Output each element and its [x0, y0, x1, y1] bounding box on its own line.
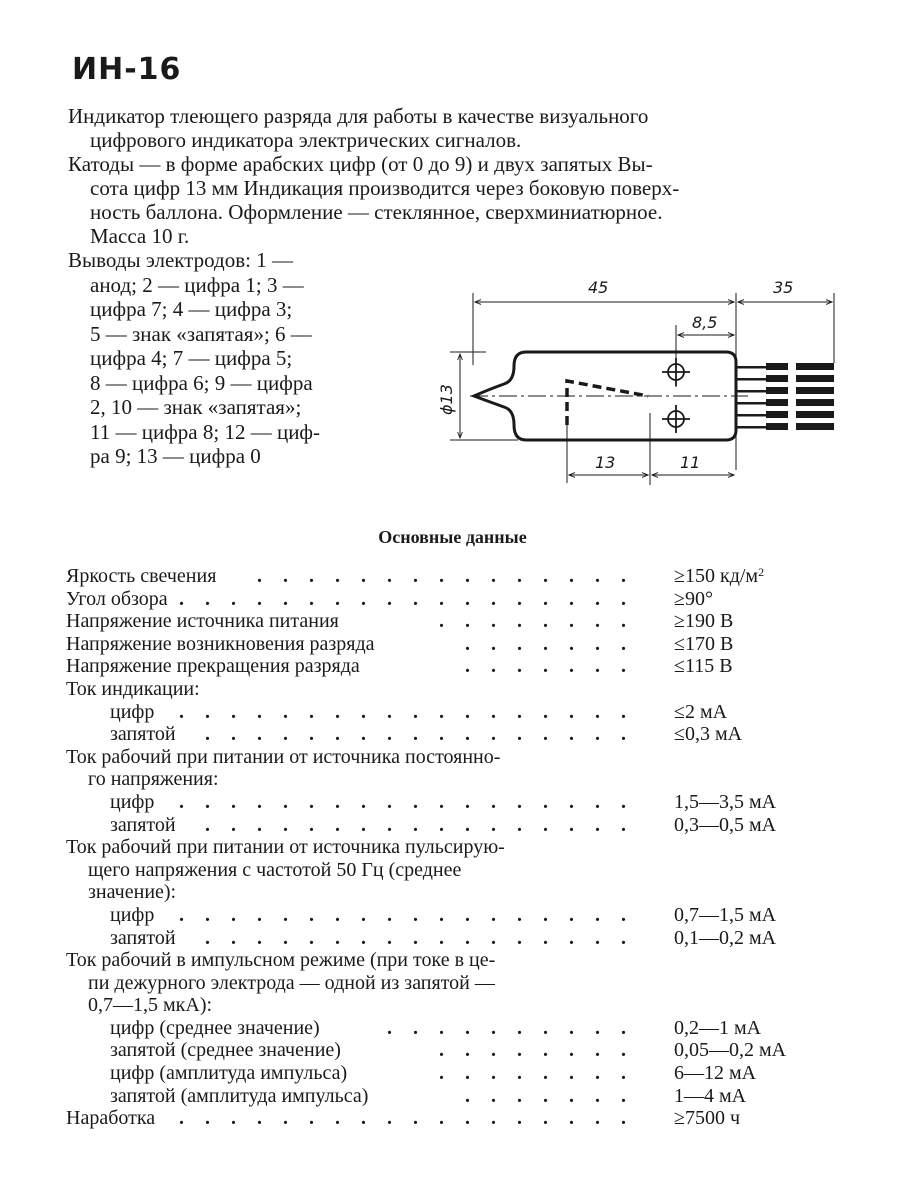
spec-value [674, 565, 764, 588]
text-line: Масса 10 г. [90, 224, 190, 248]
spec-row [66, 746, 866, 769]
spec-label: Напряжение прекращения разряда [66, 655, 360, 678]
text-line: анод; 2 — цифра 1; 3 — [90, 272, 304, 297]
spec-value [674, 791, 776, 814]
spec-row [66, 791, 866, 814]
leader-dots: . . . . . . . . . . . . . . . . . . [179, 587, 634, 610]
spec-row [66, 768, 866, 791]
dimension-base-label: 11 [680, 453, 701, 472]
spec-row [66, 633, 866, 656]
leader-dots: . . . . . . . . . . . . . . . . . [205, 723, 634, 746]
text-line: 8 — цифра 6; 9 — цифра [90, 370, 313, 395]
spec-row [66, 588, 866, 611]
spec-row [66, 904, 866, 927]
leader-dots: . . . . . . . . . . . . . . . [257, 565, 634, 587]
leader-dots: . . . . . . . . . . . . . . . . . . [179, 700, 634, 723]
leader-dots: . . . . . . . . . . . . . . . . . . [179, 790, 634, 813]
spec-label: запятой (среднее значение) [110, 1039, 341, 1062]
leader-dots: . . . . . . . . . . [387, 1016, 634, 1039]
spec-value-text: ≥7500 ч [674, 1107, 741, 1130]
text-line: Выводы электродов: 1 — [68, 248, 293, 272]
spec-value-text: 0,2—1 мА [674, 1016, 762, 1039]
text-line: цифра 7; 4 — цифра 3; [90, 297, 293, 321]
spec-label: Ток рабочий при питании от источника постоянно- [66, 745, 501, 768]
section-title: Основные данные [378, 527, 527, 547]
leader-dots: . . . . . . . . . . . . . . . . . . [179, 903, 634, 926]
spec-row [66, 565, 866, 588]
spec-value-text: 0,05—0,2 мА [674, 1039, 787, 1062]
pinout-description [68, 248, 398, 469]
spec-row [66, 678, 866, 701]
spec-value [674, 1062, 756, 1085]
text-line: 5 — знак «запятая»; 6 — [90, 321, 312, 346]
leader-dots: . . . . . . . . . . . . . . . . . [205, 926, 634, 949]
spec-label: цифр [110, 903, 155, 926]
spec-value-text: 1,5—3,5 мА [674, 790, 777, 813]
text-line: ность баллона. Оформление — стеклянное, сверхминиатюрное. [90, 200, 663, 224]
dimension-offset-label: 8,5 [692, 313, 718, 332]
spec-row [66, 949, 866, 972]
spec-value-text: ≥150 кд/м [674, 565, 759, 587]
unit-superscript: 2 [758, 565, 765, 579]
spec-label: Напряжение возникновения разряда [66, 632, 375, 655]
spec-row [66, 836, 866, 859]
spec-row [66, 701, 866, 724]
spec-label: цифр [110, 700, 155, 723]
spec-value-text: 0,7—1,5 мА [674, 903, 777, 926]
spec-value [674, 723, 742, 746]
spec-label: Яркость свечения [66, 565, 217, 587]
spec-value [674, 655, 733, 678]
spec-label: Ток рабочий при питании от источника пульсирую- [66, 836, 505, 859]
spec-label: запятой [110, 813, 176, 836]
spec-value [674, 633, 733, 656]
text-line: 11 — цифра 8; 12 — циф- [90, 419, 321, 444]
spec-label: запятой [110, 723, 176, 746]
spec-label: 0,7—1,5 мкА): [88, 994, 213, 1017]
spec-row [66, 994, 866, 1017]
spec-value-text: ≤170 В [674, 632, 734, 655]
text-line: цифрового индикатора электрических сигналов. [90, 128, 522, 152]
spec-label: щего напряжения с частотой 50 Гц (среднее [88, 858, 462, 881]
leader-dots: . . . . . . . [465, 632, 634, 655]
dimension-digit-label: 13 [595, 453, 616, 472]
spec-row [66, 859, 866, 882]
description-paragraph-purpose [68, 104, 848, 152]
spec-row [66, 972, 866, 995]
dimension-diameter-label: ϕ13 [437, 384, 456, 415]
spec-value-text: 1—4 мА [674, 1084, 747, 1107]
spec-value-text: ≤0,3 мА [674, 723, 743, 746]
spec-value [674, 814, 776, 837]
spec-value-text: ≥90° [674, 587, 713, 610]
spec-label: запятой (амплитуда импульса) [110, 1084, 369, 1107]
spec-row [66, 1017, 866, 1040]
spec-value-text: ≥190 В [674, 610, 734, 633]
spec-row [66, 814, 866, 837]
spec-value-text: 0,3—0,5 мА [674, 813, 777, 836]
leader-dots: . . . . . . . . [439, 610, 634, 633]
text-line: 2, 10 — знак «запятая»; [90, 395, 302, 419]
spec-row [66, 723, 866, 746]
text-line: Катоды — в форме арабских цифр (от 0 до 9) и двух запятых Вы- [68, 152, 653, 176]
spec-value-text: 0,1—0,2 мА [674, 926, 777, 949]
spec-label: значение): [88, 881, 177, 904]
leader-dots: . . . . . . . [465, 655, 634, 678]
spec-label: цифр (амплитуда импульса) [110, 1062, 348, 1085]
leader-dots: . . . . . . . . [439, 1062, 634, 1085]
leader-dots: . . . . . . . [465, 1084, 634, 1107]
spec-label: Угол обзора [66, 587, 168, 610]
text-line: Индикатор тлеющего разряда для работы в качестве визуального [68, 104, 649, 128]
spec-row [66, 927, 866, 950]
spec-row [66, 1039, 866, 1062]
spec-row [66, 1085, 866, 1108]
spec-value [674, 1017, 761, 1040]
spec-row [66, 1107, 866, 1130]
specifications-list [66, 565, 866, 1130]
spec-value [674, 1039, 786, 1062]
spec-label: пи дежурного электрода — одной из запятой — [88, 971, 495, 994]
spec-value [674, 701, 727, 724]
dimension-length-label: 45 [588, 278, 609, 297]
text-line: ра 9; 13 — цифра 0 [90, 444, 261, 468]
spec-value-text: ≤2 мА [674, 700, 728, 723]
spec-value [674, 588, 713, 611]
spec-label: Ток индикации: [66, 677, 200, 700]
leader-dots: . . . . . . . . . . . . . . . . . . [179, 1107, 634, 1130]
spec-row [66, 610, 866, 633]
text-line: цифра 4; 7 — цифра 5; [90, 346, 293, 370]
spec-label: Напряжение источника питания [66, 610, 339, 633]
spec-value-text: 6—12 мА [674, 1062, 757, 1085]
spec-value [674, 610, 733, 633]
leader-dots: . . . . . . . . [439, 1039, 634, 1062]
spec-label: цифр (среднее значение) [110, 1016, 320, 1039]
spec-label: запятой [110, 926, 176, 949]
tube-dimension-drawing [430, 265, 850, 490]
spec-row [66, 881, 866, 904]
spec-value [674, 927, 776, 950]
page-title: ИН-16 [72, 52, 182, 87]
description-paragraph-cathodes [68, 152, 848, 248]
spec-label: го напряжения: [88, 768, 219, 791]
dimension-leads-label: 35 [773, 278, 794, 297]
spec-value [674, 904, 776, 927]
text-line: сота цифр 13 мм Индикация производится через боковую поверх- [90, 176, 680, 200]
spec-row [66, 1062, 866, 1085]
spec-label: Ток рабочий в импульсном режиме (при токе в це- [66, 949, 496, 972]
spec-value [674, 1085, 746, 1108]
spec-label: Наработка [66, 1107, 156, 1130]
leader-dots: . . . . . . . . . . . . . . . . . [205, 813, 634, 836]
spec-row [66, 655, 866, 678]
spec-value [674, 1107, 740, 1130]
spec-value-text: ≤115 В [674, 655, 733, 678]
spec-label: цифр [110, 790, 155, 813]
